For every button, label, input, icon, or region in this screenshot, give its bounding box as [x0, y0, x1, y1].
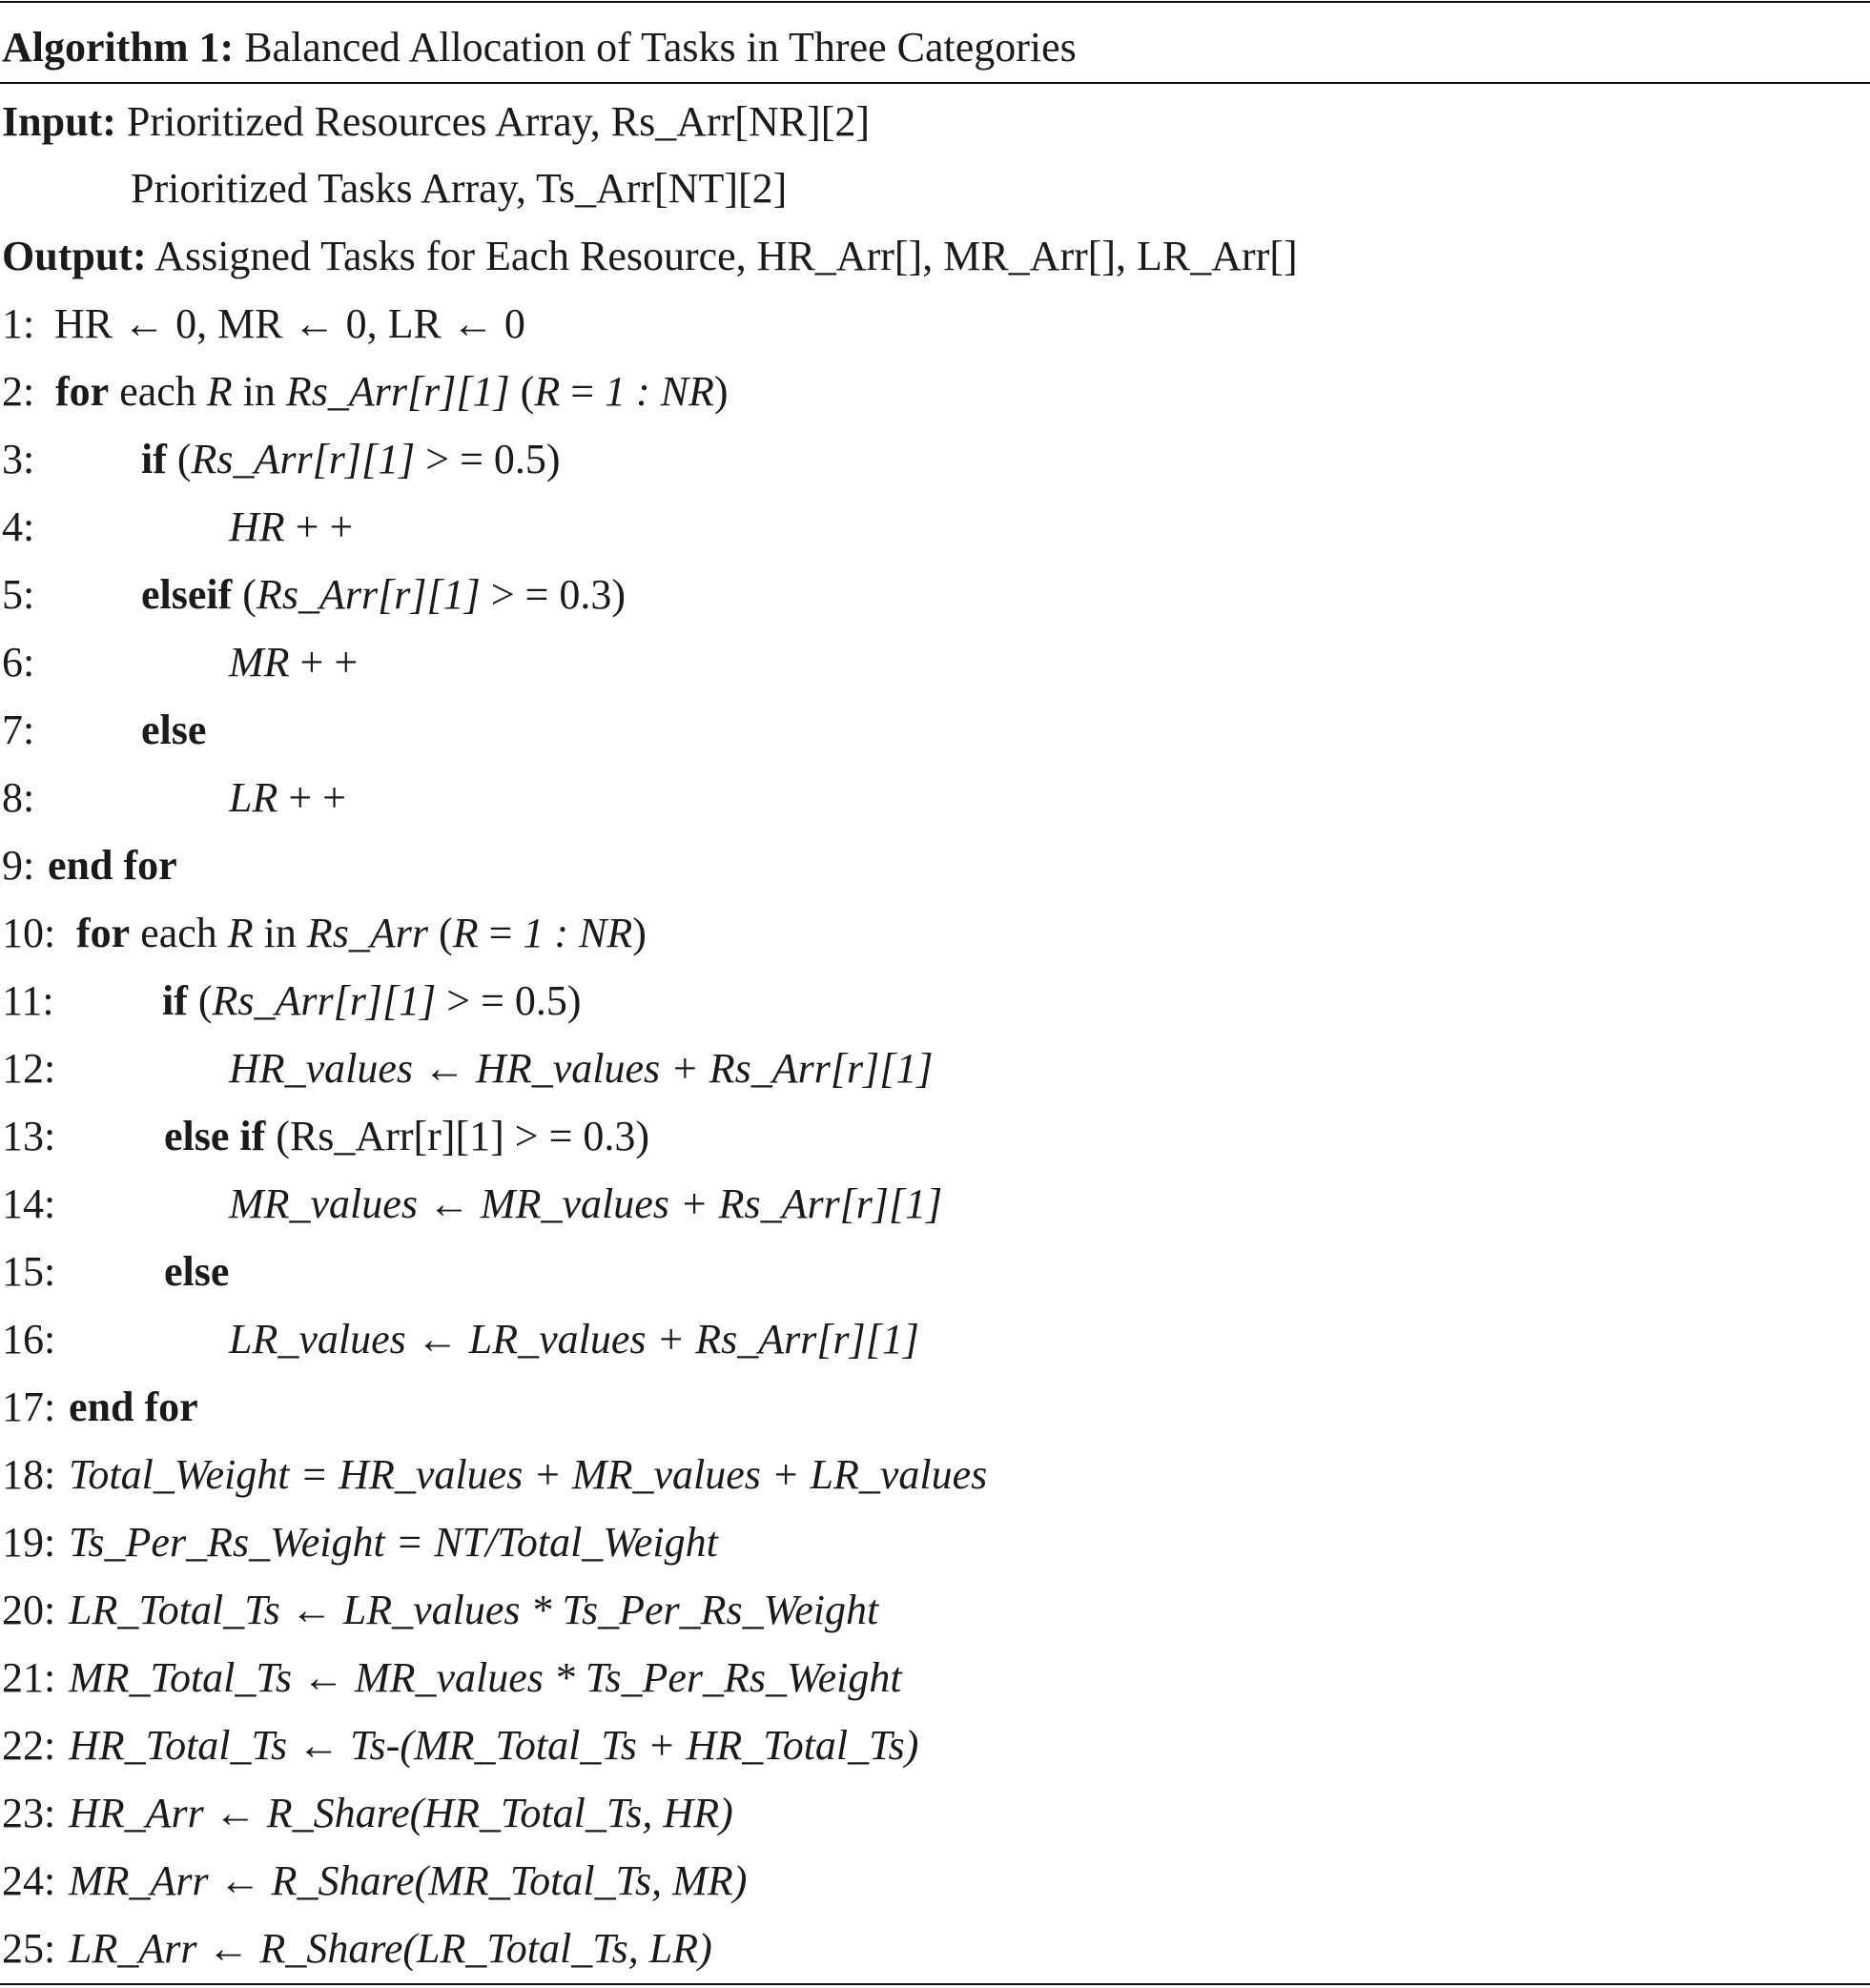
line-code [76, 907, 647, 960]
line-code [69, 1787, 733, 1840]
code-text: each [109, 368, 207, 415]
line-number: 18: [2, 1451, 56, 1498]
line-code [229, 1042, 934, 1096]
line-number: 15: [2, 1248, 56, 1295]
code-text: ( [232, 571, 257, 618]
keyword: else [141, 707, 207, 753]
line-number: 22: [2, 1722, 56, 1769]
code-text: > = 0.5) [415, 436, 561, 482]
math-expression: Rs_Arr[r][1] [212, 977, 437, 1024]
line-code [69, 1922, 712, 1976]
line-number: 8: [2, 774, 35, 821]
input-label: Input: [2, 98, 116, 145]
math-expression: Total_Weight = HR_values + MR_values + LR_values [69, 1451, 988, 1498]
code-text: ( [509, 368, 535, 415]
keyword: if [141, 436, 167, 482]
line-code [55, 365, 729, 419]
line-code [141, 568, 626, 622]
line-number: 5: [2, 571, 35, 618]
line-code [69, 1719, 918, 1773]
math-expression: 1 : NR [523, 910, 633, 956]
math-expression: HR_values ← HR_values + Rs_Arr[r][1] [229, 1045, 934, 1092]
line-code [164, 1110, 649, 1163]
math-expression: MR_Total_Ts ← MR_values * Ts_Per_Rs_Weight [69, 1654, 902, 1701]
output-label: Output: [2, 233, 147, 279]
code-text: ( [166, 436, 192, 482]
line-number: 11: [2, 977, 54, 1024]
code-text: + + [277, 774, 346, 821]
keyword: for [55, 368, 110, 415]
line-number: 10: [2, 910, 56, 956]
math-expression: R [534, 368, 561, 415]
line-code [141, 433, 561, 486]
math-expression: R [227, 910, 254, 956]
algorithm-name: Balanced Allocation of Tasks in Three Categories [244, 24, 1077, 71]
line-number: 25: [2, 1925, 56, 1972]
code-text: ( [187, 977, 213, 1024]
line-number: 7: [2, 707, 35, 753]
code-text: each [130, 910, 228, 956]
line-number: 14: [2, 1180, 56, 1227]
math-expression: R [452, 910, 479, 956]
line-code [229, 771, 346, 825]
line-number: 23: [2, 1790, 56, 1836]
keyword: else if [164, 1113, 266, 1159]
math-expression: R [206, 368, 233, 415]
math-expression: Rs_Arr[r][1] [256, 571, 481, 618]
keyword: if [162, 977, 188, 1024]
line-code [162, 974, 582, 1028]
line-number: 3: [2, 436, 35, 482]
line-code [69, 1381, 198, 1434]
line-number: 12: [2, 1045, 56, 1092]
keyword: else [164, 1248, 230, 1295]
code-text: > = 0.3) [480, 571, 626, 618]
line-number: 6: [2, 639, 35, 686]
code-text: = [478, 910, 524, 956]
line-code [229, 1178, 942, 1231]
input-line-1 [2, 95, 870, 149]
math-expression: MR [229, 639, 290, 686]
line-number: 16: [2, 1316, 56, 1363]
code-text: in [253, 910, 307, 956]
line-number: 19: [2, 1519, 56, 1566]
bottom-rule [0, 1983, 1870, 1985]
line-number: 20: [2, 1587, 56, 1633]
output-text: Assigned Tasks for Each Resource, HR_Arr[], MR_Arr[], LR_Arr[] [154, 233, 1298, 279]
line-code [141, 704, 206, 757]
line-code [54, 297, 525, 351]
line-code [69, 1516, 718, 1569]
code-text: + + [284, 503, 354, 550]
top-rule [0, 1, 1870, 3]
keyword: end for [48, 842, 177, 889]
code-text: ) [632, 910, 647, 956]
keyword: end for [69, 1383, 198, 1430]
math-expression: Ts_Per_Rs_Weight = NT/Total_Weight [69, 1519, 718, 1566]
line-number: 2: [2, 368, 35, 415]
line-number: 21: [2, 1654, 56, 1701]
code-text: = [560, 368, 606, 415]
input-text-2: Prioritized Tasks Array, Ts_Arr[NT][2] [131, 165, 788, 212]
line-number: 9: [2, 842, 35, 889]
code-text: > = 0.5) [436, 977, 582, 1024]
code-text: + + [289, 639, 359, 686]
math-expression: Rs_Arr[r][1] [285, 368, 510, 415]
line-code [69, 1651, 902, 1705]
code-text: (Rs_Arr[r][1] > = 0.3) [265, 1113, 650, 1159]
line-number: 17: [2, 1383, 56, 1430]
math-expression: LR_values ← LR_values + Rs_Arr[r][1] [229, 1316, 919, 1363]
code-text: ( [428, 910, 453, 956]
line-code [69, 1584, 878, 1637]
keyword: for [76, 910, 131, 956]
line-number: 4: [2, 503, 35, 550]
math-expression: 1 : NR [605, 368, 714, 415]
line-number: 24: [2, 1857, 56, 1904]
math-expression: MR_Arr ← R_Share(MR_Total_Ts, MR) [69, 1857, 748, 1904]
output-line [2, 230, 1298, 283]
line-code [229, 501, 353, 554]
line-code [229, 636, 358, 689]
line-code [69, 1855, 747, 1908]
math-expression: MR_values ← MR_values + Rs_Arr[r][1] [229, 1180, 943, 1227]
line-code [164, 1245, 229, 1299]
line-code [69, 1448, 987, 1502]
line-number: 13: [2, 1113, 56, 1159]
math-expression: Rs_Arr[r][1] [191, 436, 416, 482]
line-code [229, 1313, 919, 1366]
line-number: 1: [2, 300, 35, 347]
header-rule [0, 82, 1870, 84]
code-text: HR ← 0, MR ← 0, LR ← 0 [54, 300, 525, 347]
code-text: ) [713, 368, 729, 415]
math-expression: HR_Arr ← R_Share(HR_Total_Ts, HR) [69, 1790, 733, 1836]
input-text-1: Prioritized Resources Array, Rs_Arr[NR][2] [126, 98, 871, 145]
input-line-2 [131, 162, 787, 215]
math-expression: LR_Total_Ts ← LR_values * Ts_Per_Rs_Weight [69, 1587, 879, 1633]
algorithm-title [2, 21, 1077, 74]
math-expression: LR_Arr ← R_Share(LR_Total_Ts, LR) [69, 1925, 712, 1972]
algorithm-label: Algorithm 1: [2, 24, 235, 71]
code-text: in [232, 368, 286, 415]
math-expression: HR_Total_Ts ← Ts-(MR_Total_Ts + HR_Total_Ts) [69, 1722, 919, 1769]
math-expression: HR [229, 503, 285, 550]
math-expression: LR [229, 774, 278, 821]
line-code [48, 839, 177, 892]
math-expression: Rs_Arr [306, 910, 429, 956]
keyword: elseif [141, 571, 233, 618]
